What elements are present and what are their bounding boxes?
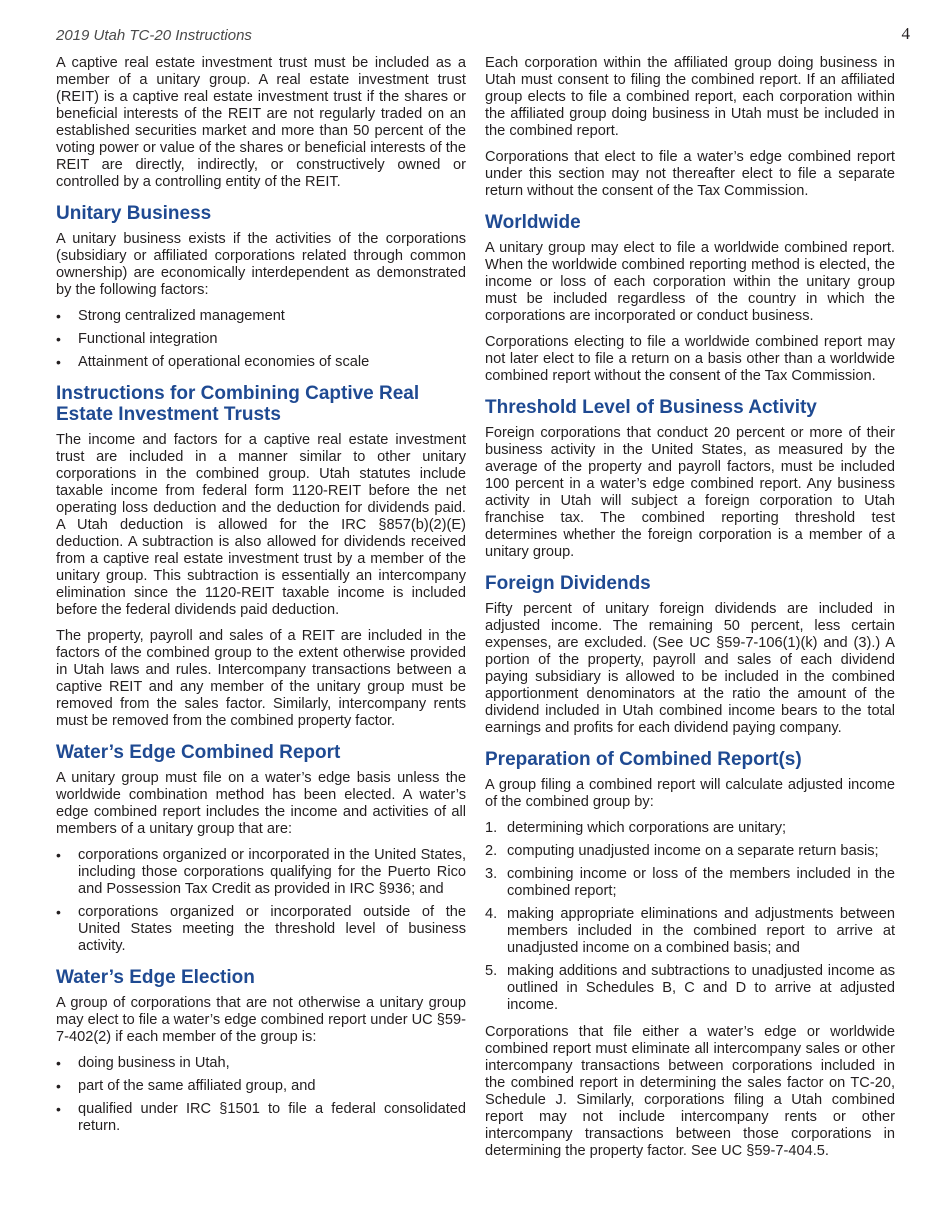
list-item: • part of the same affiliated group, and	[56, 1078, 466, 1095]
wecr-paragraph: A unitary group must file on a water’s edge basis unless the worldwide combination method has been elected. A water’s edge combined report includes the income and activities of all members of a unitary group that are:	[56, 770, 466, 837]
intro-paragraph: A captive real estate investment trust must be included as a member of a unitary group. A real estate investment trust (REIT) is a captive real estate investment trust if the shares or beneficial interests of the REIT are not regularly traded on an established securities market and more than 50 percent of the voting power or value of the shares or beneficial interests of the REIT are directly, indirectly, or constructively owned or controlled by a controlling entity of the REIT.	[56, 55, 466, 190]
list-number: 1.	[485, 820, 498, 836]
list-item: • Strong centralized management	[56, 308, 466, 325]
heading-waters-edge-election: Water’s Edge Election	[56, 967, 255, 988]
prep-paragraph-1: A group filing a combined report will calculate adjusted income of the combined group by:	[485, 777, 895, 810]
list-item: • doing business in Utah,	[56, 1055, 466, 1072]
election-paragraph: Corporations that elect to file a water’s edge combined report under this section may not thereafter elect to file a separate return without the consent of the Tax Commission.	[485, 149, 895, 199]
heading-preparation-combined-report: Preparation of Combined Report(s)	[485, 749, 802, 770]
list-item: • Functional integration	[56, 331, 466, 348]
threshold-paragraph: Foreign corporations that conduct 20 percent or more of their business activity in the United States, as measured by the average of the property and payroll factors, must be included 100 percent in a water’s edge combined report. Any business activity in Utah will subject a foreign corporation to Utah franchise tax. The combined reporting threshold test determines whether the foreign corporation is a member of a unitary group.	[485, 425, 895, 560]
heading-unitary-business: Unitary Business	[56, 203, 212, 224]
worldwide-paragraph-2: Corporations electing to file a worldwide combined report may not later elect to file a return on a basis other than a worldwide combined report without the consent of the Tax Commission.	[485, 334, 895, 384]
list-number: 4.	[485, 906, 498, 922]
list-item	[485, 820, 895, 837]
list-item	[485, 843, 895, 860]
heading-worldwide: Worldwide	[485, 212, 581, 233]
list-item	[485, 963, 895, 1014]
list-item: • corporations organized or incorporated in the United States, including those corporations qualifying for the Puerto Rico and Possession Tax Credit as provided in IRC §936; and	[56, 847, 466, 898]
dividends-paragraph: Fifty percent of unitary foreign dividends are included in adjusted income. The remaining 50 percent, less certain expenses, are excluded. (See UC §59-7-106(1)(k) and (3).) A portion of the property, payroll and sales of each dividend paying subsidiary is allowed to be included in the combined apportionment denominators at the ratio the amount of the dividend included in Utah combined income bears to the total earnings and profits for each dividend paying company.	[485, 601, 895, 736]
reit-paragraph-1: The income and factors for a captive real estate investment trust are included in a manner similar to other unitary corporations in the combined group. Utah statutes include taxable income from federal form 1120-REIT before the net operating loss deduction and the deduction for dividends paid. A Utah deduction is allowed for the IRC §857(b)(2)(E) deduction. A subtraction is also allowed for dividends received from a captive real estate investment trust by a member of the unitary group. This subtraction is essentially an intercompany elimination since the 1120-REIT taxable income is included before the federal dividends paid deduction.	[56, 432, 466, 618]
prep-paragraph-2: Corporations that file either a water’s edge or worldwide combined report must eliminate all intercompany sales or other intercompany transactions between corporations included in the combined report in determining the sales factor on TC-20, Schedule J. Similarly, corporations filing a Utah combined report may not include intercompany rents or other intercompany transactions between those corporations in determining the property factor. See UC §59-7-404.5.	[485, 1024, 895, 1159]
list-item: • corporations organized or incorporated outside of the United States meeting the threshold level of business activity.	[56, 904, 466, 955]
heading-waters-edge-combined-report: Water’s Edge Combined Report	[56, 742, 341, 763]
heading-combining-reit: Instructions for Combining Captive Real Estate Investment Trusts	[56, 383, 420, 425]
unitary-paragraph: A unitary business exists if the activities of the corporations (subsidiary or affiliated corporations related through common ownership) are economically interdependent as demonstrated by the following factors:	[56, 231, 466, 298]
wee-list	[56, 1055, 466, 1135]
wecr-list	[56, 847, 466, 955]
heading-foreign-dividends: Foreign Dividends	[485, 573, 651, 594]
list-text: making appropriate eliminations and adjustments between members included in the combined report to arrive at unadjusted income on a combined basis; and	[507, 906, 895, 956]
heading-threshold-level: Threshold Level of Business Activity	[485, 397, 817, 418]
list-item	[485, 906, 895, 957]
page-number: 4	[901, 24, 910, 43]
wee-paragraph: A group of corporations that are not otherwise a unitary group may elect to file a water’s edge combined report under UC §59-7-402(2) if each member of the group is:	[56, 995, 466, 1045]
prep-steps-list	[485, 820, 895, 1014]
right-column	[485, 55, 895, 1169]
list-item	[485, 866, 895, 900]
left-column	[56, 55, 466, 1145]
list-text: computing unadjusted income on a separate return basis;	[507, 843, 879, 859]
list-text: making additions and subtractions to unadjusted income as outlined in Schedules B, C and D to arrive at adjusted income.	[507, 963, 895, 1013]
list-item: • qualified under IRC §1501 to file a federal consolidated return.	[56, 1101, 466, 1135]
list-number: 3.	[485, 866, 498, 882]
list-item: • Attainment of operational economies of scale	[56, 354, 466, 371]
list-number: 5.	[485, 963, 498, 979]
list-text: combining income or loss of the members included in the combined report;	[507, 866, 895, 899]
worldwide-paragraph-1: A unitary group may elect to file a worldwide combined report. When the worldwide combined reporting method is elected, the income or loss of each corporation within the unitary group must be included regardless of the country in which the corporations are incorporated or conduct business.	[485, 240, 895, 324]
consent-paragraph: Each corporation within the affiliated group doing business in Utah must consent to filing the combined report. If an affiliated group elects to file a combined report, each corporation within the affiliated group doing business in Utah must be included in the combined report.	[485, 55, 895, 139]
running-title: 2019 Utah TC-20 Instructions	[56, 27, 252, 44]
list-number: 2.	[485, 843, 498, 859]
list-text: determining which corporations are unitary;	[507, 820, 787, 836]
reit-paragraph-2: The property, payroll and sales of a REIT are included in the factors of the combined group to the extent otherwise provided in Utah laws and rules. Intercompany transactions between a captive REIT and any member of the unitary group must be removed from the sales factor. Similarly, intercompany rents must be removed from the combined property factor.	[56, 628, 466, 729]
unitary-factor-list	[56, 308, 466, 371]
